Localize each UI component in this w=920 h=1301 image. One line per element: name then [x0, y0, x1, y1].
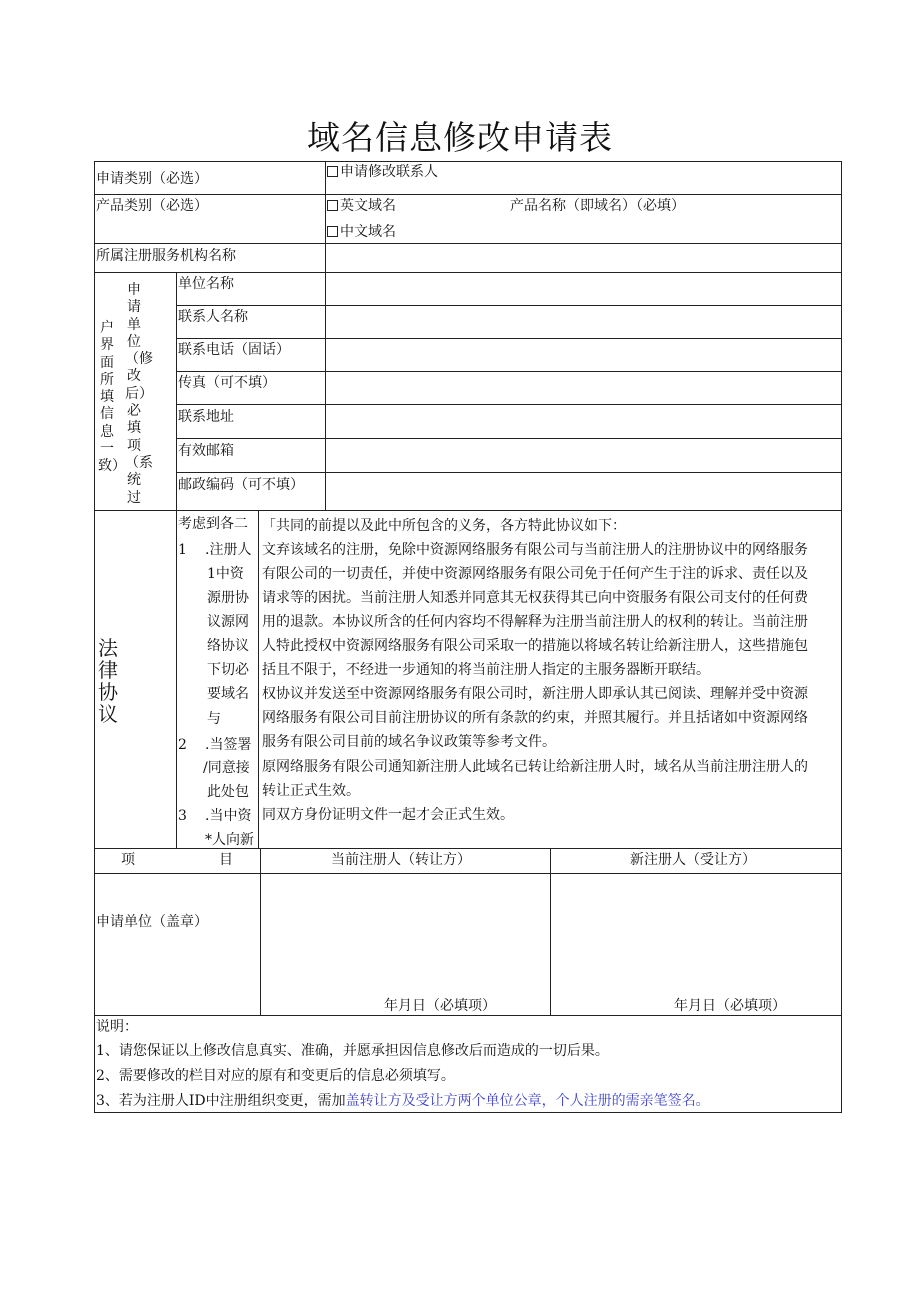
clause-col: .注册人 [205, 542, 252, 558]
clause-col: 1 [178, 542, 187, 558]
clause-col: 源册协 [207, 590, 249, 606]
clause-col: 此处包 [207, 784, 249, 800]
field-label-address: 联系地址 [178, 409, 234, 425]
column-divider [260, 848, 261, 1015]
note-1: 1、请您保证以上修改信息真实、准确，并愿承担因信息修改后而造成的一切后果。 [96, 1043, 609, 1059]
clause-col: .当签署 [205, 737, 252, 753]
field-divider [176, 371, 842, 372]
field-label-email: 有效邮箱 [178, 443, 234, 459]
clause-col: 考虑到各二 [178, 516, 248, 532]
column-divider [258, 510, 259, 848]
applicant-side-note-right: 申请单位（修改后）必填项（系统过 [125, 282, 153, 506]
current-registrant-header: 当前注册人（转让方） [331, 852, 471, 868]
checkbox[interactable] [327, 200, 338, 211]
legal-line: 原网络服务有限公司通知新注册人此域名已转让给新注册人时，域名从当前注册注册人的 [262, 759, 808, 775]
clause-col: 与 [207, 711, 221, 727]
clause-col: 3 [178, 808, 187, 824]
applicant-seal-label: 申请单位（盖章） [96, 914, 208, 930]
apply-type-label: 申请类别（必选） [96, 171, 208, 187]
note-3: 3、若为注册人ID中注册组织变更，需加盖转让方及受让方两个单位公章，个人注册的需亲笔签名。 [96, 1093, 710, 1109]
table-border-left [94, 161, 95, 1113]
legal-line: 请求等的困扰。当前注册人知悉并同意其无权获得其已向中资服务有限公司支付的任何费 [262, 590, 808, 606]
table-border-bottom [94, 1112, 842, 1113]
legal-line: 有限公司的一切责任，并使中资源网络服务有限公司免于任何产生于注的诉求、责任以及 [262, 566, 808, 582]
product-option-cn[interactable]: 中文域名 [327, 222, 396, 242]
field-label-contact-name: 联系人名称 [178, 309, 248, 325]
legal-line: 服务有限公司目前的域名争议政策等参考文件。 [262, 734, 556, 750]
note-2: 2、需要修改的栏目对应的原有和变更后的信息必须填写。 [96, 1068, 455, 1084]
field-label-phone: 联系电话（固话） [178, 342, 290, 358]
legal-line: 转让正式生效。 [262, 783, 360, 799]
field-divider [176, 472, 842, 473]
registrar-label: 所属注册服务机构名称 [96, 248, 236, 264]
legal-line: 权协议并发送至中资源网络服务有限公司时，新注册人即承认其已阅读、理解并受中资源 [262, 686, 808, 702]
checkbox[interactable] [327, 166, 338, 177]
notes-title: 说明： [96, 1019, 138, 1035]
checkbox[interactable] [327, 226, 338, 237]
field-divider [176, 438, 842, 439]
legal-agreement-label: 法律协议 [98, 636, 118, 726]
apply-type-option[interactable]: 申请修改联系人 [327, 162, 438, 182]
new-registrant-header: 新注册人（受让方） [630, 852, 756, 868]
row-divider [94, 272, 842, 273]
form-title: 域名信息修改申请表 [307, 118, 613, 157]
table-border-right [841, 161, 842, 1113]
clause-col: 1中资 [207, 566, 244, 582]
field-divider [176, 404, 842, 405]
item-header-a: 项 [121, 852, 135, 868]
clause-col: 要域名 [207, 686, 249, 702]
legal-line: 同双方身份证明文件一起才会正式生效。 [262, 807, 514, 823]
row-divider [94, 873, 842, 874]
clause-col: 2 [178, 737, 187, 753]
legal-line: 文弃该域名的注册，免除中资源网络服务有限公司与当前注册人的注册协议中的网络服务 [262, 542, 808, 558]
column-divider [550, 848, 551, 1015]
field-divider [176, 338, 842, 339]
field-divider [176, 305, 842, 306]
row-divider [94, 510, 842, 511]
date-new: 年月日（必填项） [674, 998, 786, 1014]
field-label-postcode: 邮政编码（可不填） [178, 477, 304, 493]
product-option-en[interactable]: 英文域名 [327, 196, 396, 216]
clause-col: *人向新 [205, 832, 254, 848]
legal-line: 网络服务有限公司目前注册协议的所有条款的约束，并照其履行。并且括诸如中资源网络 [262, 710, 808, 726]
field-label-company: 单位名称 [178, 276, 234, 292]
field-label-fax: 传真（可不填） [178, 375, 276, 391]
applicant-side-note-left: 户界面所填信息一致） [98, 320, 126, 475]
date-current: 年月日（必填项） [384, 998, 496, 1014]
clause-col: 议源网 [207, 614, 249, 630]
clause-col: .当中资 [205, 808, 252, 824]
product-type-label: 产品类别（必选） [96, 198, 208, 214]
clause-col: /同意接 [203, 760, 250, 776]
row-divider [94, 194, 842, 195]
clause-col: 络协议 [207, 638, 249, 654]
clause-col: 下切必 [207, 662, 249, 678]
legal-line: 人特此授权中资源网络服务有限公司采取一的措施以将域名转让给新注册人，这些措施包 [262, 638, 808, 654]
column-divider [176, 510, 177, 848]
item-header-b: 目 [219, 852, 233, 868]
column-divider [176, 272, 177, 510]
legal-line: 「共同的前提以及此中所包含的义务，各方特此协议如下： [262, 518, 626, 534]
product-name-label: 产品名称（即域名）（必填） [510, 198, 685, 214]
row-divider [94, 243, 842, 244]
column-divider [325, 161, 326, 510]
legal-line: 括且不限于，不经进一步通知的将当前注册人指定的主服务器断开联结。 [262, 662, 710, 678]
legal-line: 用的退款。本协议所含的任何内容均不得解释为注册当前注册人的权利的转让。当前注册 [262, 614, 808, 630]
table-border-top [94, 161, 842, 162]
note-3-highlight: 盖转让方及受让方两个单位公章，个人注册的需亲笔签名。 [345, 1093, 710, 1109]
